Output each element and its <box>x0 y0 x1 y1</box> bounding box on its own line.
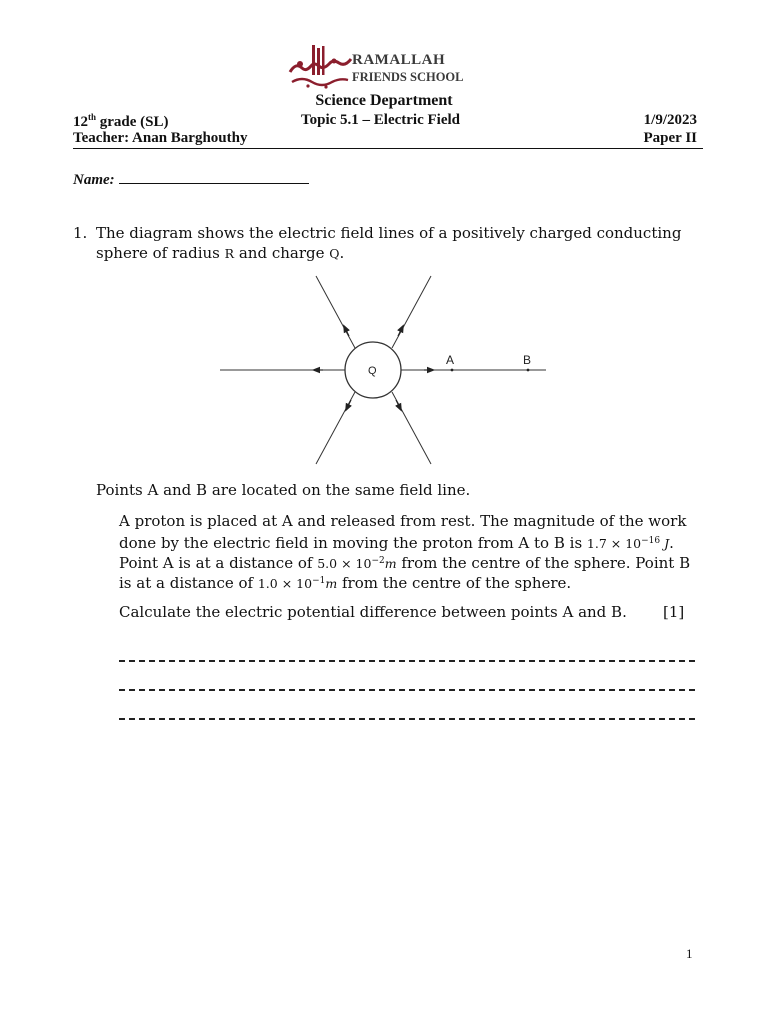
para-line4: is at a distance of $1.0 \times 10^{-1}m$ from the centre of the sphere. <box>119 574 572 593</box>
arrow-upper-left <box>345 328 349 336</box>
para-line2: done by the electric field in moving the proton from A to B is $1.7 \times 10^{-16}$ J. <box>119 534 674 553</box>
point-b-marker <box>527 369 530 372</box>
paper-label: Paper II <box>643 130 697 146</box>
answer-line-3[interactable] <box>119 718 695 720</box>
arrow-lower-right <box>396 400 400 408</box>
distance-a-value: $5.0 \times 10^{-2}m$ <box>317 556 397 572</box>
electric-field-diagram <box>210 270 555 470</box>
question-intro-line2: sphere of radius R and charge Q. <box>96 244 345 262</box>
logo-text-line2: FRIENDS SCHOOL <box>352 70 464 84</box>
radius-symbol: R <box>224 246 235 261</box>
charge-symbol: Q <box>329 246 340 261</box>
answer-line-1[interactable] <box>119 660 695 662</box>
arrow-upper-right <box>398 328 402 336</box>
arrow-lower-left <box>347 400 351 408</box>
date-label: 1/9/2023 <box>643 112 697 128</box>
name-field[interactable]: Name: <box>73 169 309 189</box>
field-line-upper-right <box>392 276 431 348</box>
field-line-upper-left <box>316 276 355 348</box>
name-blank-line[interactable] <box>119 169 309 184</box>
marks-label: [1] <box>663 603 685 621</box>
question-number: 1. <box>73 224 88 242</box>
sphere-charge-label: Q <box>368 365 377 377</box>
teacher-label: Teacher: Anan Barghouthy <box>73 130 248 146</box>
distance-b-value: $1.0 \times 10^{-1}m$ <box>257 576 338 592</box>
task-statement: Calculate the electric potential difference between points A and B. <box>119 603 627 621</box>
points-statement: Points A and B are located on the same field line. <box>96 481 471 499</box>
para-line3: Point A is at a distance of $5.0 \times 10^{-2}m$ from the centre of the sphere. Point B <box>119 554 691 573</box>
point-a-label: A <box>446 353 455 367</box>
topic-label: Topic 5.1 – Electric Field <box>301 112 461 128</box>
grade-label: 12th grade (SL) <box>73 112 169 130</box>
logo-text-line1: RAMALLAH <box>352 52 446 68</box>
page-number: 1 <box>686 946 693 961</box>
point-a-marker <box>451 369 454 372</box>
department-title: Science Department <box>315 92 453 109</box>
work-value: $1.7 \times 10^{-16}$ J <box>586 536 670 552</box>
point-b-label: B <box>523 353 532 367</box>
answer-line-2[interactable] <box>119 689 695 691</box>
para-line1: A proton is placed at A and released from rest. The magnitude of the work <box>119 512 687 530</box>
question-intro-line1: The diagram shows the electric field lines of a positively charged conducting <box>96 224 682 242</box>
header-rule <box>73 148 703 149</box>
